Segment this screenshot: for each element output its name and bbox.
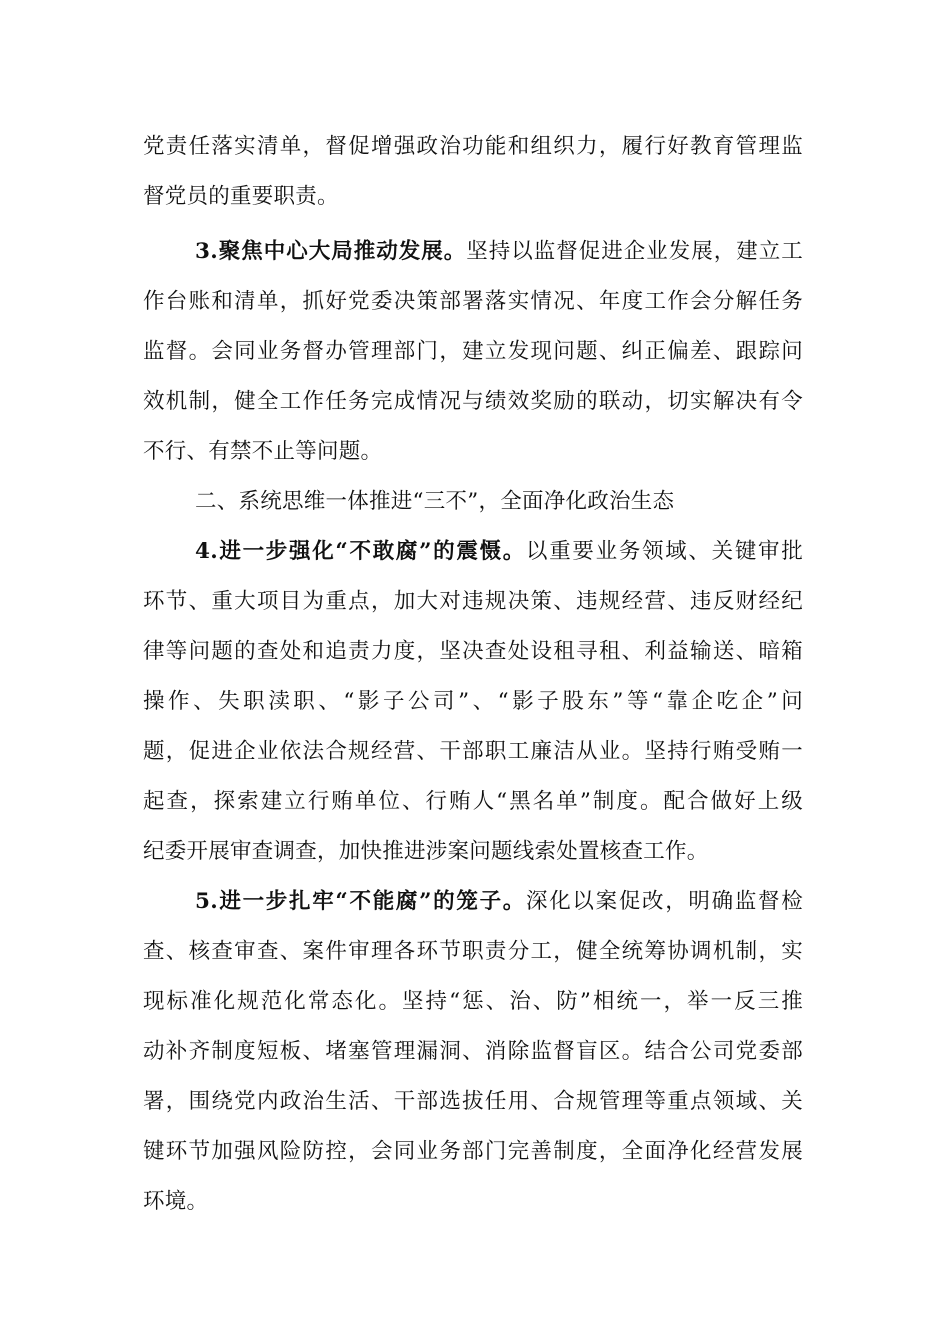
text-line: 题，促进企业依法合规经营、干部职工廉洁从业。坚持行贿受贿一 xyxy=(143,739,803,764)
text-line: 党责任落实清单，督促增强政治功能和组织力，履行好教育管理监 xyxy=(143,134,803,159)
paragraph-heading: 4.进一步强化“不敢腐”的震慑。 xyxy=(195,539,526,564)
paragraph-text: 深化以案促改，明确监督检 xyxy=(526,889,803,914)
text-line: 署，围绕党内政治生活、干部选拔任用、合规管理等重点领域、关 xyxy=(143,1089,803,1114)
text-line: 现标准化规范化常态化。坚持“惩、治、防”相统一，举一反三推 xyxy=(143,989,803,1014)
text-line: 环节、重大项目为重点，加大对违规决策、违规经营、违反财经纪 xyxy=(143,589,803,614)
text-line: 不行、有禁不止等问题。 xyxy=(143,439,383,464)
text-line: 律等问题的查处和追责力度，坚决查处设租寻租、利益输送、暗箱 xyxy=(143,639,803,664)
text-line: 作台账和清单，抓好党委决策部署落实情况、年度工作会分解任务 xyxy=(143,289,803,314)
paragraph-text: 坚持以监督促进企业发展，建立工 xyxy=(466,239,803,264)
paragraph-first-line xyxy=(195,235,803,269)
text-line: 环境。 xyxy=(143,1189,209,1214)
paragraph-first-line xyxy=(195,885,803,919)
text-line: 督党员的重要职责。 xyxy=(143,184,339,209)
text-line: 效机制，健全工作任务完成情况与绩效奖励的联动，切实解决有令 xyxy=(143,389,803,414)
text-line: 查、核查审查、案件审理各环节职责分工，健全统筹协调机制，实 xyxy=(143,939,803,964)
text-line: 监督。会同业务督办管理部门，建立发现问题、纠正偏差、跟踪问 xyxy=(143,339,803,364)
paragraph-heading: 5.进一步扎牢“不能腐”的笼子。 xyxy=(195,889,526,914)
text-line: 操作、失职渎职、“影子公司”、“影子股东”等“靠企吃企”问 xyxy=(143,689,803,714)
paragraph-heading: 3.聚焦中心大局推动发展。 xyxy=(195,239,467,264)
paragraph-first-line xyxy=(195,535,803,569)
section-heading: 二、系统思维一体推进“三不”，全面净化政治生态 xyxy=(195,489,675,514)
text-line: 起查，探索建立行贿单位、行贿人“黑名单”制度。配合做好上级 xyxy=(143,789,803,814)
text-line: 纪委开展审查调查，加快推进涉案问题线索处置核查工作。 xyxy=(143,839,709,864)
text-line: 动补齐制度短板、堵塞管理漏洞、消除监督盲区。结合公司党委部 xyxy=(143,1039,803,1064)
text-line: 键环节加强风险防控，会同业务部门完善制度，全面净化经营发展 xyxy=(143,1139,803,1164)
paragraph-text: 以重要业务领域、关键审批 xyxy=(526,539,803,564)
